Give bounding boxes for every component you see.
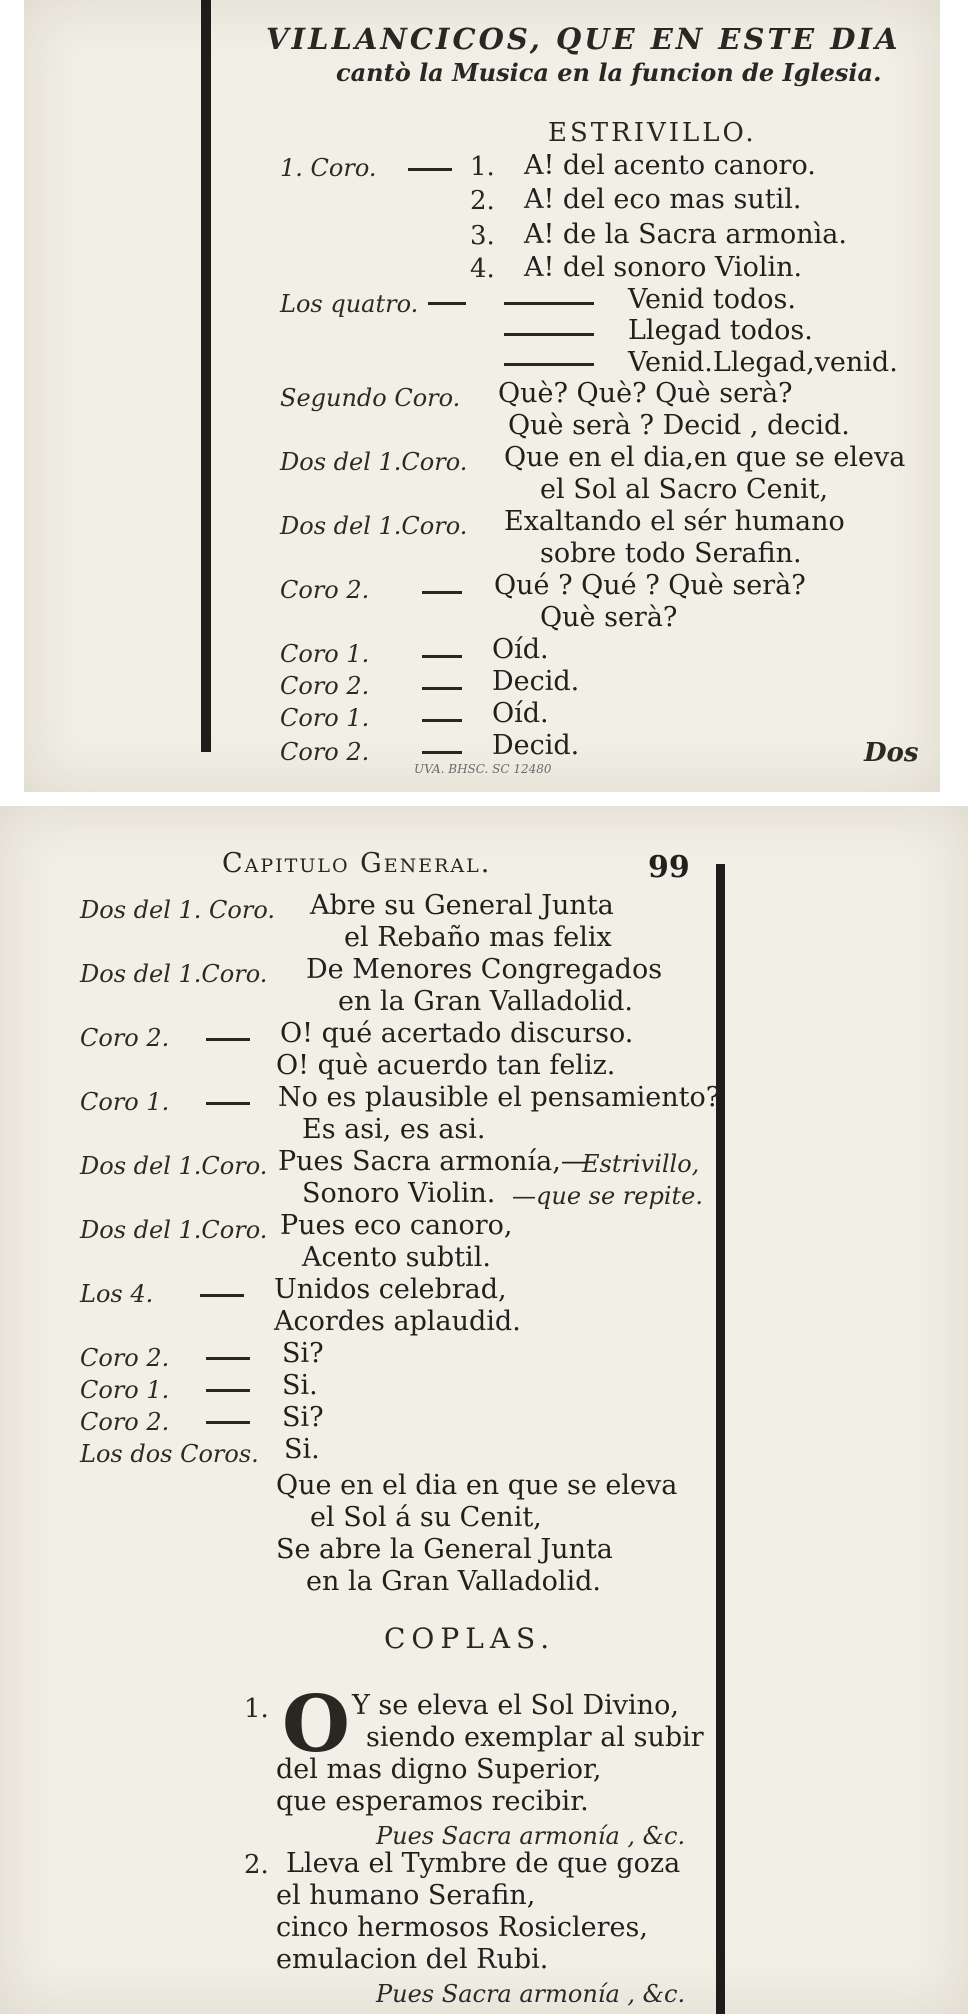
verse-line: que esperamos recibir.: [276, 1786, 589, 1817]
dash: [408, 168, 452, 171]
verse-line: Decid.: [492, 730, 580, 761]
label-los-quatro: Los quatro.: [280, 290, 419, 318]
verse-line: Es asi, es asi.: [302, 1114, 486, 1145]
verse-line: Que en el dia en que se eleva: [276, 1470, 678, 1501]
refrain-cue: Pues Sacra armonía , &c.: [376, 1980, 686, 2008]
page1-vertical-rule: [201, 0, 211, 752]
verse-line: Llegad todos.: [628, 315, 813, 346]
label-coro-2: Coro 2.: [80, 1024, 170, 1052]
dash: [504, 363, 594, 366]
verse-line: Oíd.: [492, 698, 549, 729]
label-coro-2: Coro 2.: [80, 1344, 170, 1372]
verse-line: Sonoro Violin.: [302, 1178, 496, 1209]
label-dos-del-coro: Dos del 1.Coro.: [280, 448, 468, 476]
label-coro-1: Coro 1.: [80, 1376, 170, 1404]
verse-line: Pues eco canoro,: [280, 1210, 513, 1241]
verse-line: No es plausible el pensamiento?: [278, 1082, 721, 1113]
verse-line: A! del sonoro Violin.: [524, 252, 803, 283]
page2-vertical-rule: [716, 864, 725, 2014]
library-watermark: UVA. BHSC. SC 12480: [414, 762, 552, 776]
page1-title-line1: VILLANCICOS, QUE EN ESTE DIA: [266, 22, 901, 56]
verse-line: A! del acento canoro.: [524, 150, 816, 181]
verse-line: O! què acuerdo tan feliz.: [276, 1050, 616, 1081]
verse-line: Oíd.: [492, 634, 549, 665]
label-dos-del-coro: Dos del 1.Coro.: [80, 1152, 268, 1180]
verse-number: 1.: [470, 152, 495, 182]
label-los-4: Los 4.: [80, 1280, 154, 1308]
label-coro-2: Coro 2.: [280, 738, 370, 766]
refrain-cue: Pues Sacra armonía , &c.: [376, 1822, 686, 1850]
stanza-number: 1.: [244, 1694, 269, 1724]
label-segundo-coro: Segundo Coro.: [280, 384, 461, 412]
verse-line: Que en el dia,en que se eleva: [504, 442, 906, 473]
label-coro-2: Coro 2.: [280, 576, 370, 604]
verse-line: Se abre la General Junta: [276, 1534, 613, 1565]
dash: [422, 591, 462, 594]
verse-line: Si?: [282, 1402, 324, 1433]
dash: [422, 719, 462, 722]
page-top: [24, 0, 940, 792]
verse-number: 4.: [470, 254, 495, 284]
label-dos-del-coro: Dos del 1. Coro.: [80, 896, 275, 924]
dash: [206, 1102, 250, 1105]
label-coro-1: Coro 1.: [80, 1088, 170, 1116]
dash: [422, 687, 462, 690]
dash: [206, 1421, 250, 1424]
label-dos-del-coro: Dos del 1.Coro.: [80, 1216, 268, 1244]
verse-line: Venid todos.: [628, 284, 796, 315]
coplas-heading: COPLAS.: [384, 1622, 556, 1655]
verse-line: Decid.: [492, 666, 580, 697]
verse-line: sobre todo Serafin.: [540, 538, 802, 569]
estrivillo-heading: ESTRIVILLO.: [548, 118, 757, 148]
verse-line: cinco hermosos Rosicleres,: [276, 1912, 648, 1943]
verse-line: O! qué acertado discurso.: [280, 1018, 634, 1049]
dash: [200, 1294, 244, 1297]
stanza-number: 2.: [244, 1850, 269, 1880]
label-coro-1: Coro 1.: [280, 640, 370, 668]
verse-line: Venid.Llegad,venid.: [628, 347, 898, 378]
label-coro-1: Coro 1.: [280, 704, 370, 732]
verse-line: Acordes aplaudid.: [274, 1306, 521, 1337]
catchword: Dos: [864, 738, 919, 768]
verse-line: el Rebaño mas felix: [344, 922, 612, 953]
verse-line: el Sol á su Cenit,: [310, 1502, 542, 1533]
label-coro-2: Coro 2.: [280, 672, 370, 700]
repeat-cue: —que se repite.: [512, 1182, 703, 1210]
label-coro-2: Coro 2.: [80, 1408, 170, 1436]
verse-line: Exaltando el sér humano: [504, 506, 845, 537]
verse-number: 3.: [470, 221, 495, 251]
verse-number: 2.: [470, 186, 495, 216]
label-dos-del-coro: Dos del 1.Coro.: [80, 960, 268, 988]
page-bottom: [0, 806, 968, 2014]
verse-line: Unidos celebrad,: [274, 1274, 507, 1305]
estrivillo-cue: Estrivillo,: [582, 1150, 700, 1178]
verse-line: Si.: [282, 1370, 318, 1401]
drop-cap: O: [282, 1679, 350, 1770]
verse-line: Lleva el Tymbre de que goza: [286, 1848, 681, 1879]
verse-line: Què serà?: [540, 602, 678, 633]
page-number: 99: [648, 850, 690, 885]
verse-line: Si.: [284, 1434, 320, 1465]
dash: [206, 1038, 250, 1041]
verse-line: Si?: [282, 1338, 324, 1369]
verse-line: el humano Serafin,: [276, 1880, 536, 1911]
verse-line: Pues Sacra armonía,—: [278, 1146, 588, 1177]
label-coro-1: 1. Coro.: [280, 154, 377, 182]
running-head: Capitulo General.: [222, 848, 492, 879]
verse-line: A! de la Sacra armonìa.: [524, 219, 847, 250]
verse-line: Què serà ? Decid , decid.: [508, 410, 850, 441]
label-los-dos-coros: Los dos Coros.: [80, 1440, 259, 1468]
verse-line: Qué ? Qué ? Què serà?: [494, 570, 806, 601]
verse-line: del mas digno Superior,: [276, 1754, 602, 1785]
verse-line: siendo exemplar al subir: [366, 1722, 704, 1753]
verse-line: en la Gran Valladolid.: [338, 986, 633, 1017]
dash: [422, 751, 462, 754]
dash: [422, 655, 462, 658]
verse-line: emulacion del Rubi.: [276, 1944, 549, 1975]
dash: [206, 1389, 250, 1392]
page1-title-line2: cantò la Musica en la funcion de Iglesia.: [336, 58, 882, 87]
dash: [504, 333, 594, 336]
dash: [504, 302, 594, 305]
verse-line: Y se eleva el Sol Divino,: [352, 1690, 679, 1721]
dash: [206, 1357, 250, 1360]
verse-line: A! del eco mas sutil.: [524, 184, 802, 215]
verse-line: De Menores Congregados: [306, 954, 663, 985]
verse-line: Què? Què? Què serà?: [498, 378, 793, 409]
verse-line: el Sol al Sacro Cenit,: [540, 474, 829, 505]
verse-line: en la Gran Valladolid.: [306, 1566, 601, 1597]
dash: [428, 302, 466, 305]
label-dos-del-coro: Dos del 1.Coro.: [280, 512, 468, 540]
verse-line: Abre su General Junta: [310, 890, 614, 921]
verse-line: Acento subtil.: [302, 1242, 491, 1273]
